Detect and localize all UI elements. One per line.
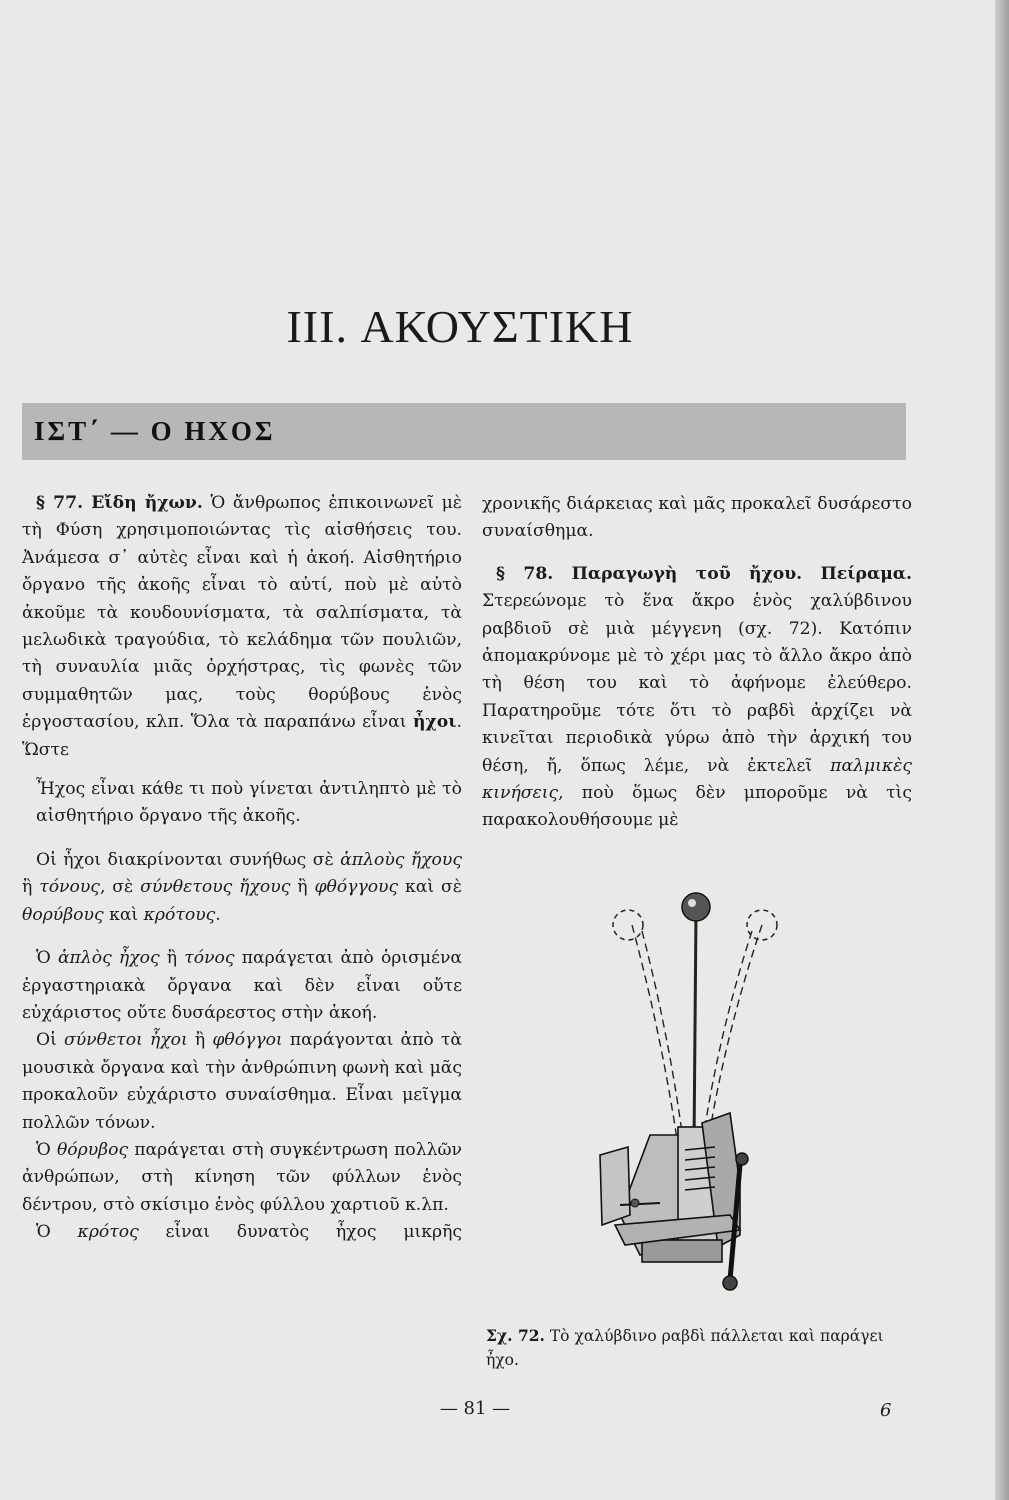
vise <box>600 1113 740 1262</box>
figure-label: Σχ. 72. <box>486 1326 545 1345</box>
paragraph-kinds: Οἱ ἦχοι διακρίνονται συνήθως σὲ ἁπλοὺς ἤχους ἢ τόνους, σὲ σύνθετους ἤχους ἢ φθόγγους καὶ σὲ θορύβους καὶ κρότους. <box>22 849 462 925</box>
figure-caption-text: Τὸ χαλύβδινο ραβδὶ πάλλεται καὶ παράγει ἦχο. <box>486 1327 884 1369</box>
page-number: — 81 — <box>439 1398 511 1419</box>
section-77-heading: § 77. Εἴδη ἤχων. <box>36 493 203 513</box>
steel-rod <box>694 913 696 1145</box>
left-column <box>22 490 462 1247</box>
sound-definition: Ἦχος εἶναι κάθε τι ποὺ γίνεται ἀντιληπτὸ μὲ τὸ αἰσθητήριο ὄργανο τῆς ἀκοῆς. <box>36 779 462 827</box>
vise-rod-figure <box>590 885 830 1315</box>
right-column <box>482 491 912 835</box>
page-edge <box>995 0 1009 1500</box>
paragraph-complex-sounds: Οἱ σύνθετοι ἦχοι ἢ φθόγγοι παράγονται ἀπὸ τὰ μουσικὰ ὄργανα καὶ τὴν ἀνθρώπινη φωνὴ καὶ μᾶς προκαλοῦν εὐχάριστο συναίσθημα. Εἶναι μεῖγμα πολλῶν τόνων. <box>22 1030 463 1133</box>
left-position-ball <box>613 910 643 940</box>
chapter-title: III. ΑΚΟΥΣΤΙΚΗ <box>286 301 634 352</box>
paragraph-78: § 78. Παραγωγὴ τοῦ ἤχου. Πείραμα. Στερεώνομε τὸ ἕνα ἄκρο ἑνὸς χαλύβδινου ραβδιοῦ σὲ μιὰ μέγγενη (σχ. 72). Κατόπιν ἀπομακρύνομε μὲ τὸ χέρι μας τὸ ἄλλο ἄκρο ἀπὸ τὴ θέση του καὶ τὸ ἀφήνομε ἐλεύθερο. Παρατηροῦμε τότε ὅτι τὸ ραβδὶ ἀρχίζει νὰ κινεῖται περιοδικὰ γύρω ἀπὸ τὴν ἀρχική του θέση, ἤ, ὅπως λέμε, νὰ ἐκτελεῖ παλμικὲς κινήσεις, ποὺ ὅμως δὲν μποροῦμε νὰ τὶς παρακολουθήσουμε μὲ <box>482 563 912 831</box>
section-title: ΙΣΤ΄ — Ο ΗΧΟΣ <box>34 416 276 446</box>
paragraph-noise: Ὁ θόρυβος παράγεται στὴ συγκέντρωση πολλῶν ἀνθρώπων, στὴ κίνηση τῶν φύλλων ἑνὸς δέντρου, στὸ σκίσιμο ἑνὸς φύλλου χαρτιοῦ κ.λπ. <box>22 1139 463 1215</box>
paragraph-knock: Ὁ κρότος εἶναι δυνατὸς ἦχος μικρῆς <box>36 1222 462 1243</box>
top-ball <box>682 893 710 921</box>
paragraph-continuation: χρονικῆς διάρκειας καὶ μᾶς προκαλεῖ δυσάρεστο συναίσθημα. <box>482 494 912 542</box>
signature-mark: 6 <box>880 1400 892 1421</box>
paragraph-simple-tone: Ὁ ἁπλὸς ἦχος ἢ τόνος παράγεται ἀπὸ ὁρισμένα ἐργαστηριακὰ ὄργανα καὶ δὲν εἶναι οὔτε εὐχάριστος οὔτε δυσάρεστος στὴν ἀκοή. <box>22 948 463 1023</box>
paragraph-77: § 77. Εἴδη ἤχων. Ὁ ἄνθρωπος ἐπικοινωνεῖ μὲ τὴ Φύση χρησιμοποιώντας τὶς αἰσθήσεις του. Ἀνάμεσα σ᾽ αὐτὲς εἶναι καὶ ἡ ἀκοή. Αἰσθητήριο ὄργανο τῆς ἀκοῆς εἶναι τὸ αὐτί, ποὺ μὲ αὐτὸ ἀκοῦμε τὰ κουδουνίσματα, τὰ σαλπίσματα, τὰ μελωδικὰ τραγούδια, τὸ κελάδημα τῶν πουλιῶν, τὴ συναυλία μιᾶς ὀρχήστρας, τὶς φωνὲς τῶν συμμαθητῶν μας, τοὺς θορύβους ἑνὸς ἐργοστασίου, κλπ. Ὅλα τὰ παραπάνω εἶναι ἦχοι. Ὥστε <box>22 493 463 760</box>
section-78-heading: § 78. Παραγωγὴ τοῦ ἤχου. Πείραμα. <box>496 563 912 584</box>
figure-caption <box>486 1324 916 1372</box>
